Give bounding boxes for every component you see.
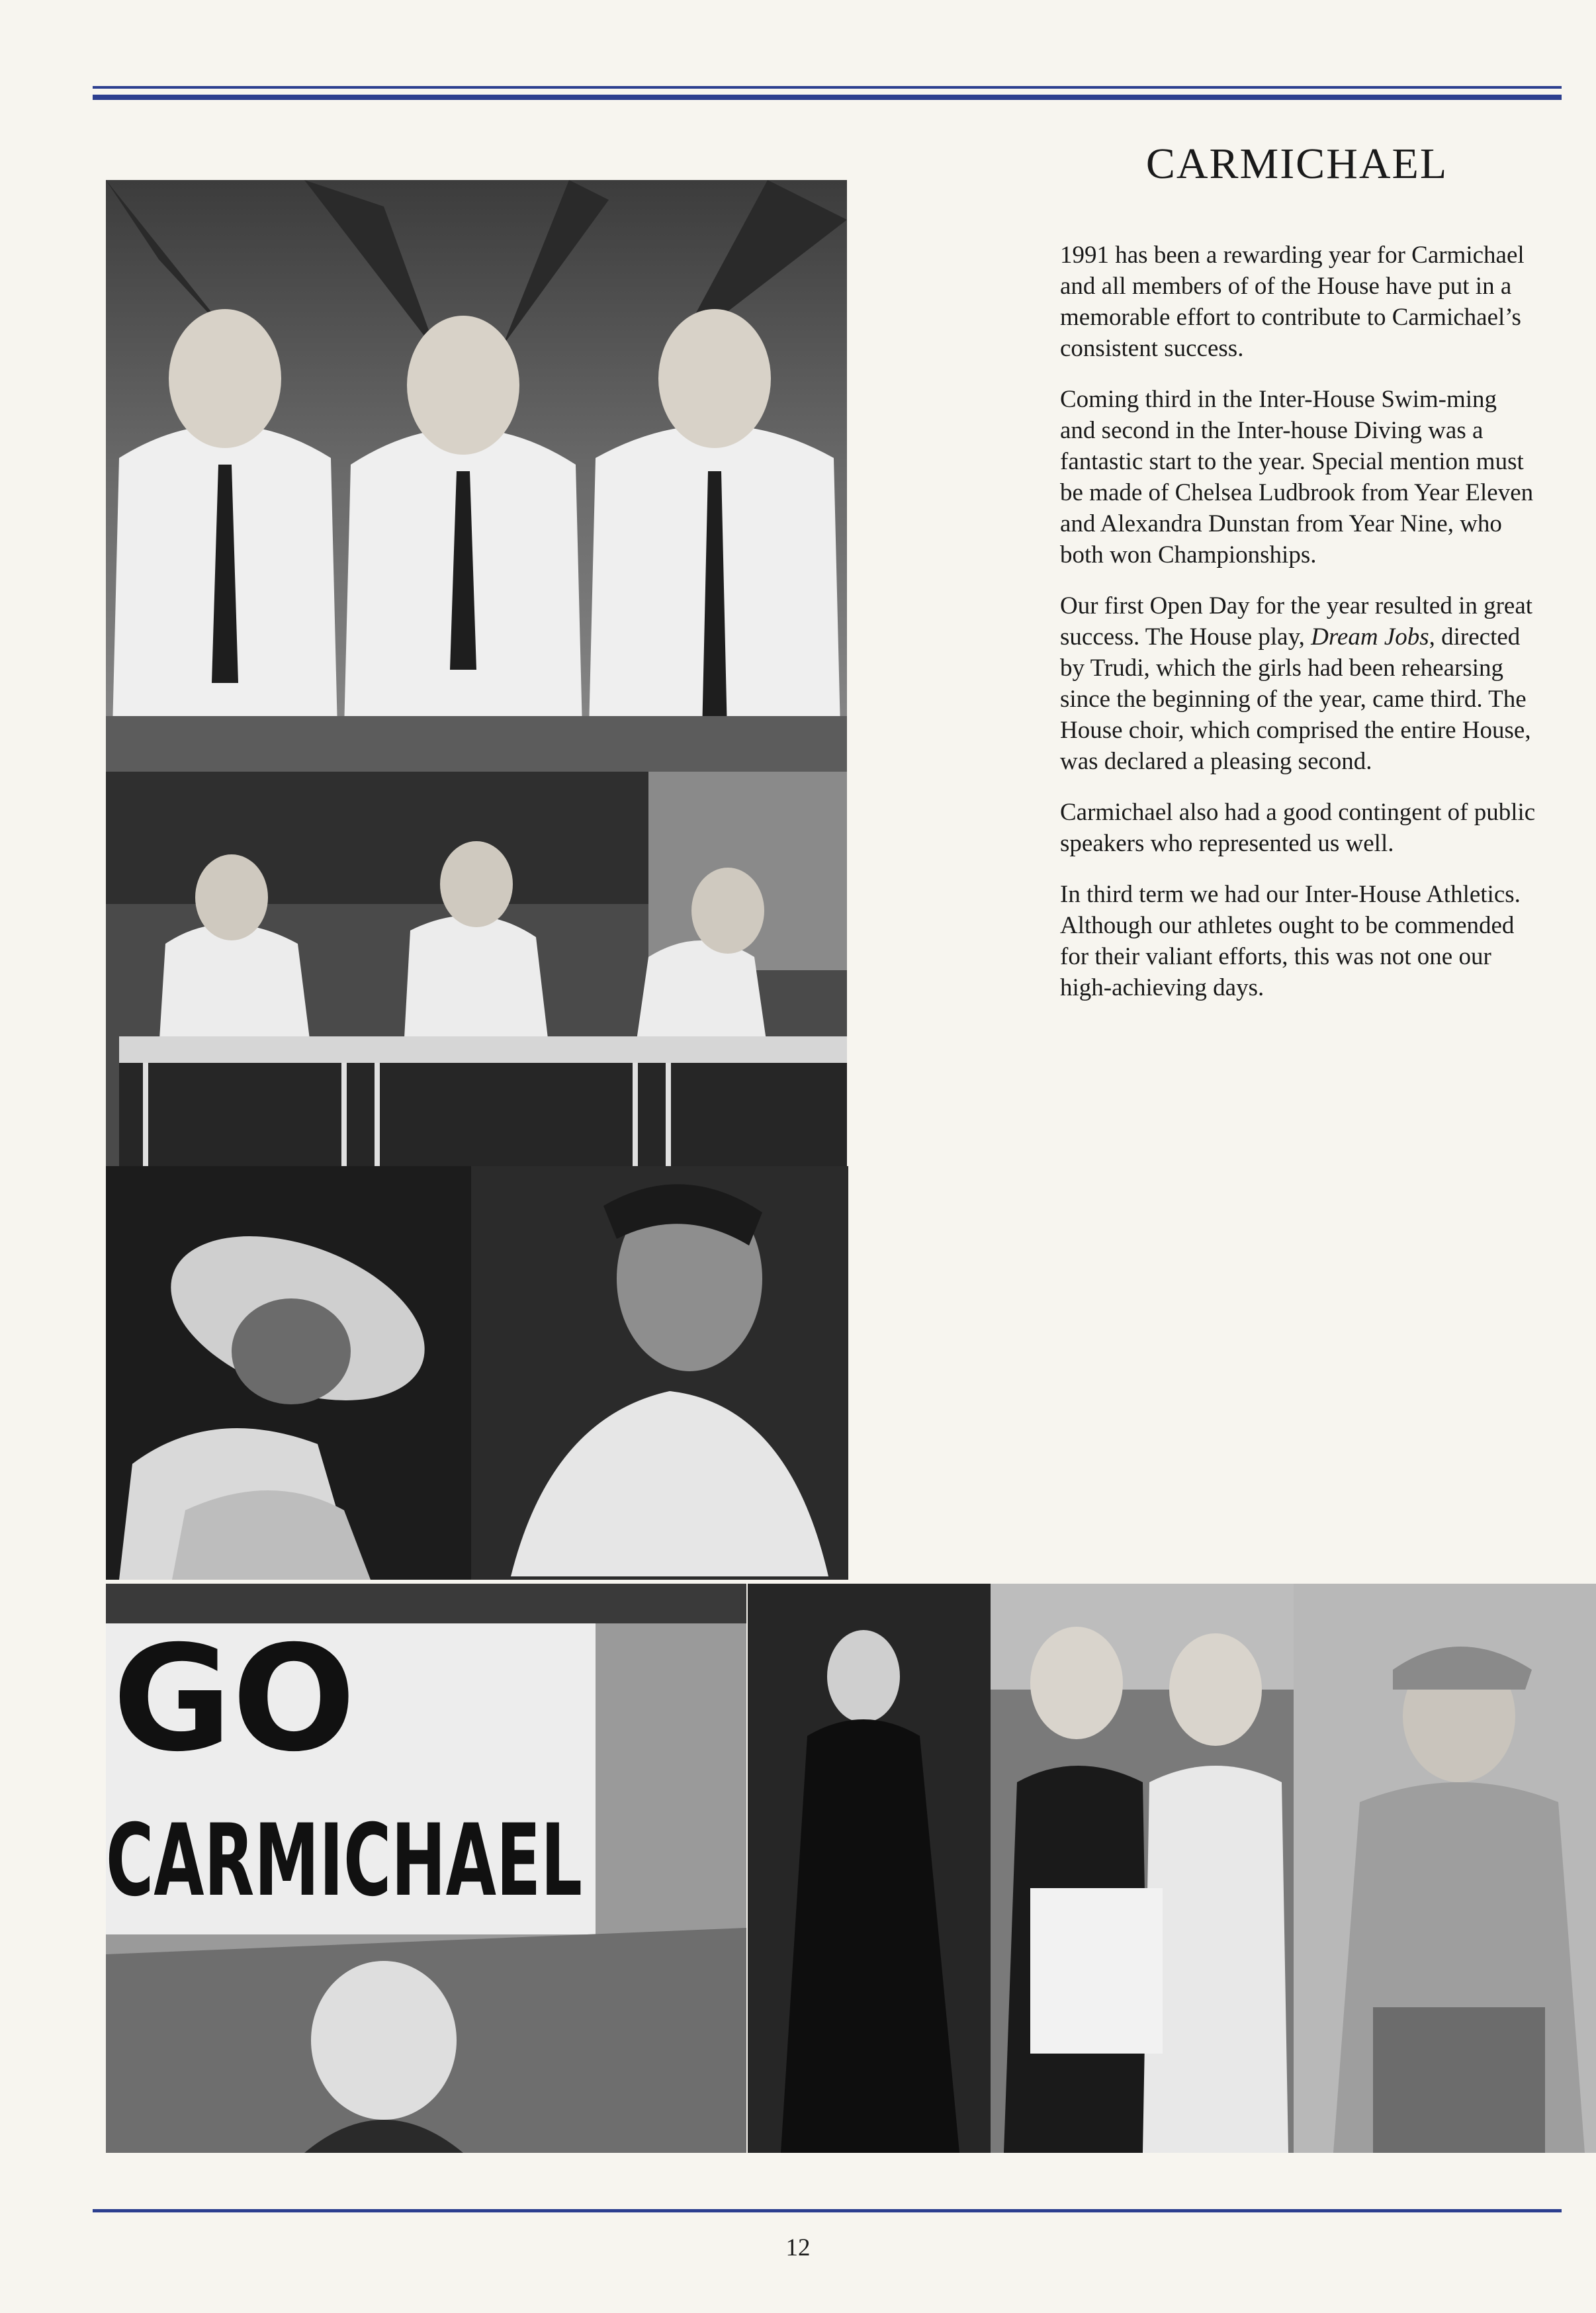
photo-student-in-cloak [748,1584,991,2153]
banner-text-go: GO [112,1614,356,1784]
photo-students-at-desks [106,772,847,1166]
photo-student-in-cap [1294,1584,1596,2153]
banner-text-carmichael: CARMICHAEL [106,1803,582,1919]
top-rule-thick [93,95,1562,100]
page-title: CARMICHAEL [1145,140,1448,188]
article-paragraph-open-day [1060,590,1536,777]
article-paragraph: In third term we had our Inter-House Athletics. Although our athletes ought to be commended for their valiant efforts, this was not one our high-achieving days. [1060,881,1521,1001]
photo-performer-in-hat [106,1166,482,1580]
bottom-rule [93,2209,1562,2212]
article-paragraph: 1991 has been a rewarding year for Carmichael and all members of of the House have put in a memorable effort to contribute to Carmichael’s consistent success. [1060,242,1525,362]
article-paragraph: Coming third in the Inter-House Swim-ming and second in the Inter-house Diving was a fantastic start to the year. Special mention must be made of Chelsea Ludbrook from Year Eleven and Alexandra Dunstan from Year Nine, who both won Championships. [1060,386,1534,568]
open-day-text-end: , directed by Trudi, which the girls had been rehearsing since the beginning of the year, came third. The House choir, which comprised the entire House, was declared a pleasing second. [1060,623,1531,775]
photo-three-students [106,180,847,772]
open-day-text-start: Our first Open Day for the year resulted in great success. The House play, [1060,592,1533,651]
page-number: 12 [785,2234,811,2261]
top-rule-thin [93,86,1562,89]
play-title: Dream Jobs [1311,623,1429,651]
article-text [1060,240,1536,1023]
photo-performer-profile [471,1166,848,1580]
article-paragraph: Carmichael also had a good contingent of public speakers who represented us well. [1060,799,1536,857]
photo-two-smiling-students [991,1584,1294,2153]
photo-go-carmichael-banner [106,1584,746,2153]
